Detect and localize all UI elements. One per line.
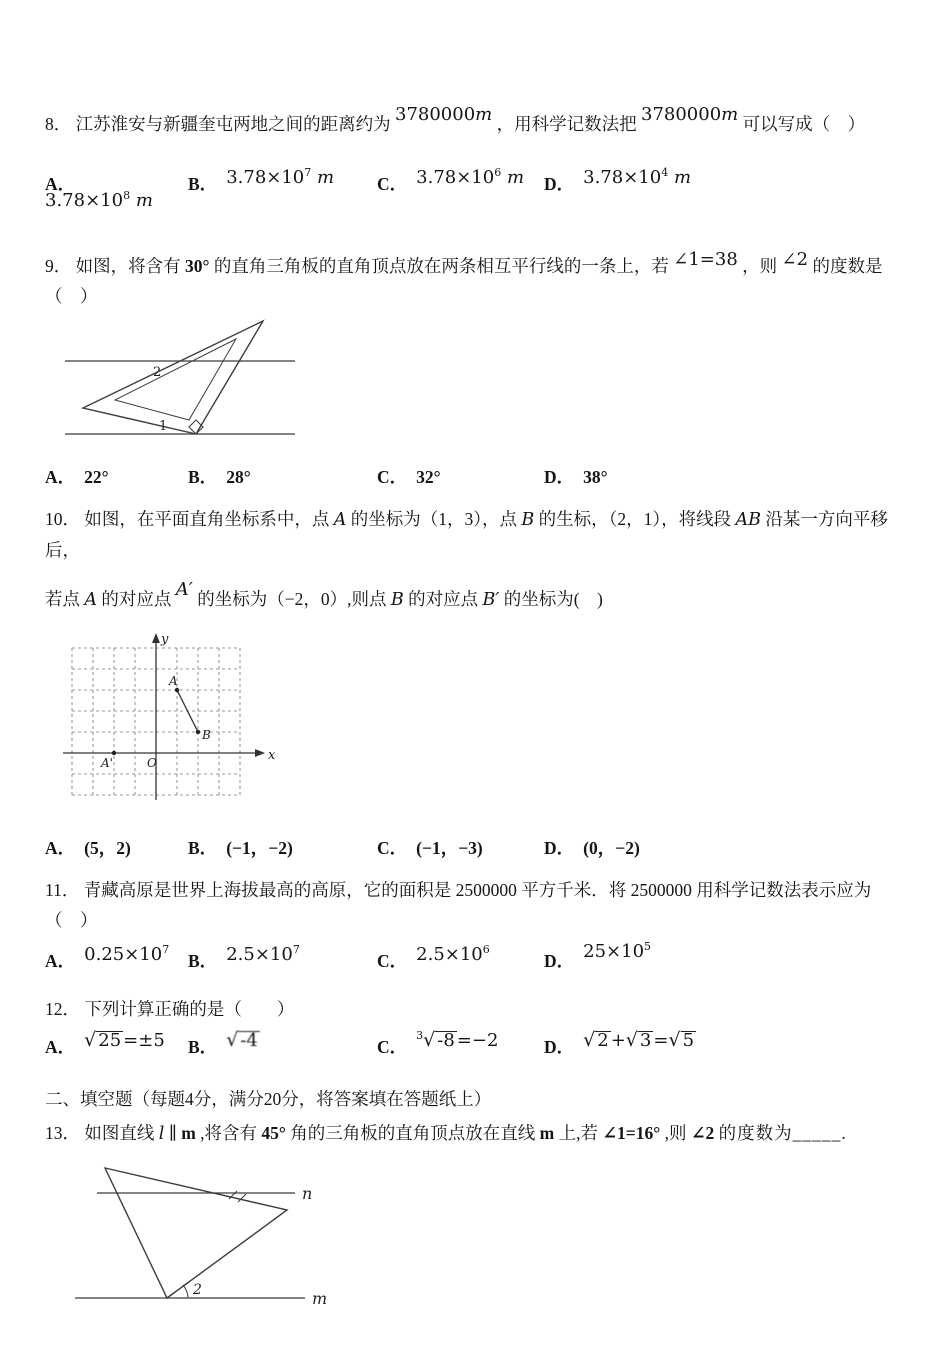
q10-option-c-label: C．: [377, 838, 408, 859]
q9-text-3: ，则: [742, 255, 778, 276]
q8-option-c-label: C．: [377, 173, 408, 194]
q9-option-c-label: C．: [377, 466, 408, 487]
q13-text-5: 上,若: [558, 1123, 598, 1144]
q8-option-d-value: $3.78\times 10^4$ m: [583, 165, 692, 188]
q10-var-a2: A: [84, 590, 98, 611]
q9-option-c-value: 32°: [416, 466, 441, 487]
point-a-prime: [112, 751, 116, 755]
q10-var-a: A: [333, 509, 347, 530]
q8-option-b-value: $3.78\times 10^7$ m: [226, 165, 335, 188]
q13-text-1: 如图直线: [84, 1123, 155, 1144]
q12-option-a-value: √ 25 =±5: [84, 1029, 165, 1052]
q8-math-distance-2: [641, 104, 738, 125]
q10-var-b-prime: B′: [482, 590, 500, 611]
q11-text: 青藏高原是世界上海拔最高的高原，它的面积是 2500000 平方千米．将 2500000 用科学记数法表示应为（ ）: [45, 880, 872, 930]
q10-option-a: [45, 835, 188, 860]
q10-text-1: 如图，在平面直角坐标系中，点: [84, 508, 330, 529]
q10-option-c: [377, 835, 544, 860]
q8-option-b: [188, 165, 377, 196]
q9-option-a-value: 22°: [84, 466, 109, 487]
q12-option-a: [45, 1029, 188, 1059]
q9-number: 9．: [45, 255, 72, 276]
q9-figure: [63, 316, 912, 458]
q12-number: 12．: [45, 998, 80, 1019]
y-axis-arrow: [152, 633, 160, 643]
q10-number: 10．: [45, 508, 80, 529]
q10-var-ab: AB: [735, 509, 762, 530]
q13-var-l: l: [158, 1124, 165, 1145]
q8-option-a-value: $3.78\times 10^8$ m: [45, 188, 153, 211]
q8-math-2-number: 3780000: [641, 104, 722, 125]
coordinate-plane-figure: [57, 626, 297, 821]
angle-2-label: 2: [153, 364, 162, 380]
q10-option-b: [188, 835, 377, 860]
q10-option-d-value: (0，−2): [583, 838, 640, 859]
q13-angle1-eq: ∠1=16°: [602, 1123, 661, 1144]
q10-option-d-label: D．: [544, 838, 575, 859]
q11-option-a: [45, 942, 188, 973]
line-m-label: m: [312, 1289, 328, 1309]
q12-option-d: [544, 1029, 912, 1059]
q13-angle2: ∠2: [690, 1123, 715, 1144]
q8-number: 8．: [45, 114, 72, 134]
parallel-lines-45-triangle-figure: [47, 1158, 367, 1316]
question-10-line-1: [45, 505, 912, 566]
q8-option-a: [45, 171, 188, 218]
q10-text-2: 的坐标为（1，3），点: [350, 508, 522, 529]
q9-option-d-label: D．: [544, 466, 575, 487]
point-a-prime-label: A': [101, 756, 113, 771]
q13-text-3: ,将含有: [200, 1123, 258, 1144]
radical-sign: √: [84, 1029, 97, 1052]
q8-math-2-unit: m: [721, 104, 739, 125]
cube-root-sign: √: [423, 1029, 436, 1052]
q10-math-a-prime: A′: [175, 579, 193, 601]
x-axis-arrow: [255, 749, 265, 757]
q9-option-b-label: B．: [188, 466, 218, 487]
q10-option-a-value: (5，2): [84, 838, 131, 859]
q8-text-3: 可以写成（ ）: [742, 114, 866, 134]
q9-option-d: [544, 464, 912, 489]
q9-math-angle2: ∠2: [781, 248, 809, 270]
point-a-label: A: [169, 674, 178, 689]
q9-option-c: [377, 464, 544, 489]
q8-option-b-label: B．: [188, 173, 218, 194]
q13-text-4: 角的三角板的直角顶点放在直线: [290, 1123, 536, 1144]
q13-angle-45: 45°: [261, 1123, 286, 1144]
q11-option-a-value: $0.25\times 10^7$: [84, 942, 170, 965]
x-axis-label: x: [268, 748, 276, 764]
q10-options: [45, 835, 912, 860]
question-9: [45, 248, 912, 312]
q8-text-2: ，用科学记数法把: [496, 114, 637, 134]
radical-sign: √: [668, 1029, 681, 1052]
angle-1-label: 1: [159, 418, 168, 434]
q10-text-6: 的对应点: [101, 589, 172, 610]
q10-option-a-label: A．: [45, 838, 76, 859]
q10-var-b: B: [521, 509, 535, 530]
q12-text: 下列计算正确的是（ ）: [84, 998, 295, 1019]
q11-options: [45, 939, 912, 973]
q10-var-b2: B: [390, 590, 404, 611]
line-n-label: n: [302, 1184, 313, 1204]
q8-option-d: [544, 165, 912, 196]
q10-text-9: 的坐标为( ): [503, 589, 603, 610]
q11-option-b-value: $2.5\times 10^7$: [226, 942, 300, 965]
q11-option-c-label: C．: [377, 950, 408, 971]
q8-math-1-number: 3780000: [395, 104, 476, 125]
origin-label: O: [147, 756, 157, 771]
q13-number: 13．: [45, 1123, 80, 1144]
question-12: [45, 995, 912, 1025]
q13-parallel-symbol: ∥: [168, 1123, 177, 1144]
q10-figure: [57, 626, 912, 821]
question-11: [45, 876, 912, 936]
q9-option-b: [188, 464, 377, 489]
q10-text-5: 若点: [45, 589, 80, 610]
angle-2-arc: [183, 1285, 188, 1298]
q12-option-c: [377, 1029, 544, 1059]
q8-options: [45, 165, 912, 218]
q11-option-d: [544, 939, 912, 973]
inner-set-square: [115, 339, 236, 420]
q12-option-c-label: C．: [377, 1037, 408, 1058]
q11-option-b-label: B．: [188, 950, 218, 971]
q9-option-a: [45, 464, 188, 489]
q8-option-a-label: A．: [45, 173, 76, 194]
q11-option-a-label: A．: [45, 950, 76, 971]
q12-option-b-label: B．: [188, 1037, 218, 1058]
q10-option-b-label: B．: [188, 838, 218, 859]
q9-angle-30: 30°: [185, 255, 210, 276]
radical-sign: √: [583, 1029, 596, 1052]
q12-option-b: [188, 1029, 377, 1059]
q11-option-d-value: $25\times 10^5$: [583, 939, 652, 962]
set-square-triangle: [105, 1168, 287, 1298]
q10-text-4: 沿某一方向平移后，: [45, 508, 888, 560]
q8-text-1: 江苏淮安与新疆奎屯两地之间的距离约为: [75, 114, 391, 134]
q12-options: [45, 1029, 912, 1059]
radical-sign: √: [625, 1029, 638, 1052]
q9-math-angle1: ∠1=38: [673, 248, 738, 270]
q12-option-d-value: √ 2 +√ 3 =√ 5: [583, 1029, 695, 1052]
q9-option-a-label: A．: [45, 466, 76, 487]
q11-option-c-value: $2.5\times 10^6$: [416, 942, 490, 965]
point-b: [196, 730, 200, 734]
q8-option-c-value: $3.78\times 10^6$ m: [416, 165, 525, 188]
q13-var-m-2: m: [539, 1123, 555, 1144]
parallel-lines-triangle-figure: [63, 316, 313, 458]
q13-var-m-1: m: [181, 1123, 196, 1144]
outer-set-square: [83, 321, 263, 434]
radical-sign: √: [226, 1029, 239, 1052]
q11-option-d-label: D．: [544, 950, 575, 971]
q11-option-c: [377, 942, 544, 973]
q12-option-c-value: $^3$√ -8 =−2: [416, 1029, 499, 1052]
q10-text-7: 的坐标为（−2，0）,则点: [197, 589, 387, 610]
q11-option-b: [188, 942, 377, 973]
q12-option-b-value: √ -4: [226, 1029, 258, 1052]
q9-text-2: 的直角三角板的直角顶点放在两条相互平行线的一条上，若: [213, 255, 669, 276]
section-2-header: 二、填空题（每题4分，满分20分，将答案填在答题纸上）: [45, 1089, 492, 1110]
question-13: [45, 1119, 912, 1150]
q11-number: 11．: [45, 880, 80, 901]
q12-option-a-label: A．: [45, 1037, 76, 1058]
q10-text-3: 的生标，（2，1），将线段: [538, 508, 736, 529]
q9-text-1: 如图，将含有: [75, 255, 181, 276]
point-b-label: B: [202, 728, 211, 743]
q10-option-c-value: (−1，−3): [416, 838, 483, 859]
angle-2-label: 2: [193, 1282, 202, 1299]
q10-option-b-value: (−1，−2): [226, 838, 293, 859]
q13-figure: [47, 1158, 912, 1316]
q13-text-7: 的度数为_____.: [718, 1123, 847, 1144]
q9-text-4: 的度数是（ ）: [45, 255, 883, 307]
q13-text-6: ,则: [664, 1123, 687, 1144]
q12-option-d-label: D．: [544, 1037, 575, 1058]
q8-math-distance-1: [395, 104, 492, 125]
q8-math-1-unit: m: [475, 104, 493, 125]
q9-option-b-value: 28°: [226, 466, 251, 487]
q9-options: [45, 464, 912, 489]
q10-option-d: [544, 835, 912, 860]
q10-text-8: 的对应点: [408, 589, 479, 610]
question-10-line-2: [45, 579, 912, 616]
q8-option-c: [377, 165, 544, 196]
point-a: [175, 688, 179, 692]
q8-option-d-label: D．: [544, 173, 575, 194]
q9-option-d-value: 38°: [583, 466, 608, 487]
y-axis-label: y: [161, 632, 169, 648]
question-8: [45, 104, 912, 141]
